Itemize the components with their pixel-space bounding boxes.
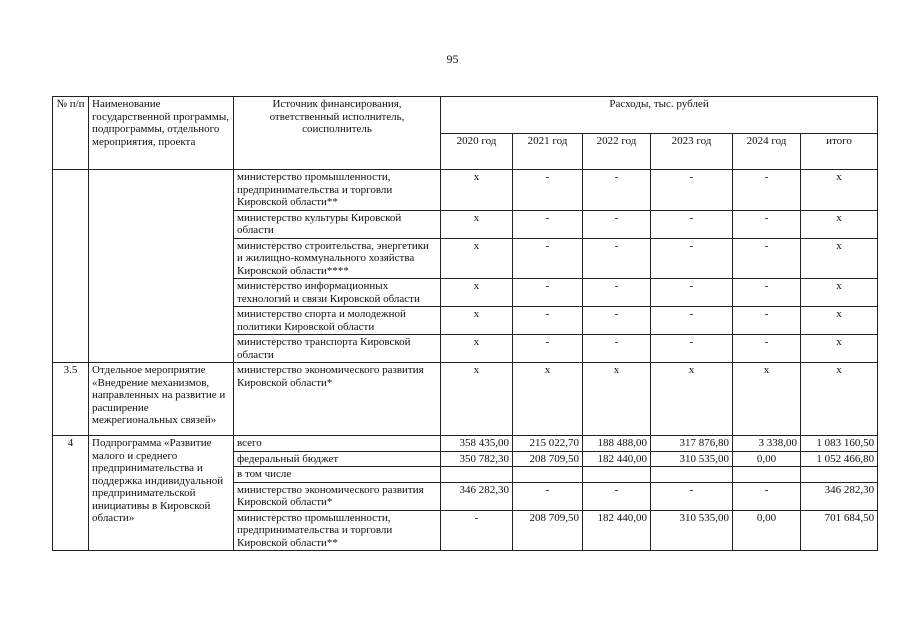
- value-cell: х: [801, 238, 878, 279]
- header-year: 2022 год: [583, 133, 651, 170]
- row-no: 4: [53, 436, 89, 551]
- value-cell: х: [441, 363, 513, 436]
- value-cell: х: [801, 279, 878, 307]
- header-expenses: Расходы, тыс. рублей: [441, 97, 878, 134]
- value-cell: 317 876,80: [651, 436, 733, 452]
- row-source: министерство экономического развития Кировской области*: [234, 363, 441, 436]
- value-cell: -: [513, 210, 583, 238]
- row-source: министерство строительства, энергетики и жилищно-коммунального хозяйства Кировской области****: [234, 238, 441, 279]
- table-row: [53, 363, 878, 436]
- value-cell: 701 684,50: [801, 510, 878, 551]
- value-cell: -: [583, 279, 651, 307]
- header-name: Наименование государственной программы, подпрограммы, отдельного мероприятия, проекта: [89, 97, 234, 170]
- value-cell: -: [651, 482, 733, 510]
- value-cell: 0,00: [733, 451, 801, 467]
- value-cell: х: [733, 363, 801, 436]
- value-cell: -: [583, 307, 651, 335]
- value-cell: 310 535,00: [651, 510, 733, 551]
- value-cell: 350 782,30: [441, 451, 513, 467]
- header-total: итого: [801, 133, 878, 170]
- value-cell: 310 535,00: [651, 451, 733, 467]
- value-cell: х: [441, 210, 513, 238]
- value-cell: 208 709,50: [513, 451, 583, 467]
- row-name: Подпрограмма «Развитие малого и среднего предпринимательства и поддержка индивидуальной предпринимательской инициативы в Кировской области»: [89, 436, 234, 551]
- row-no: [53, 170, 89, 363]
- value-cell: -: [513, 279, 583, 307]
- value-cell: [583, 467, 651, 483]
- value-cell: [441, 467, 513, 483]
- value-cell: [801, 467, 878, 483]
- value-cell: -: [651, 335, 733, 363]
- header-source: Источник финансирования, ответственный исполнитель, соисполнитель: [234, 97, 441, 170]
- value-cell: х: [441, 170, 513, 211]
- value-cell: -: [733, 307, 801, 335]
- page-number: 95: [446, 52, 459, 66]
- header-year: 2021 год: [513, 133, 583, 170]
- row-source: министерство культуры Кировской области: [234, 210, 441, 238]
- value-cell: -: [583, 238, 651, 279]
- value-cell: -: [513, 335, 583, 363]
- row-name: [89, 170, 234, 363]
- value-cell: 1 052 466,80: [801, 451, 878, 467]
- value-cell: х: [801, 210, 878, 238]
- value-cell: 346 282,30: [441, 482, 513, 510]
- value-cell: -: [583, 335, 651, 363]
- value-cell: [651, 467, 733, 483]
- row-no: 3.5: [53, 363, 89, 436]
- value-cell: 182 440,00: [583, 510, 651, 551]
- value-cell: -: [651, 210, 733, 238]
- value-cell: -: [513, 482, 583, 510]
- value-cell: 358 435,00: [441, 436, 513, 452]
- value-cell: х: [441, 307, 513, 335]
- header-year: 2023 год: [651, 133, 733, 170]
- value-cell: -: [651, 170, 733, 211]
- value-cell: х: [513, 363, 583, 436]
- value-cell: х: [441, 279, 513, 307]
- value-cell: -: [513, 170, 583, 211]
- value-cell: 182 440,00: [583, 451, 651, 467]
- row-source: в том числе: [234, 467, 441, 483]
- row-source: министерство промышленности, предпринимательства и торговли Кировской области**: [234, 510, 441, 551]
- header-no: № п/п: [53, 97, 89, 170]
- table-row: [53, 170, 878, 211]
- value-cell: -: [733, 279, 801, 307]
- value-cell: -: [651, 238, 733, 279]
- value-cell: х: [801, 363, 878, 436]
- value-cell: х: [801, 170, 878, 211]
- value-cell: -: [733, 170, 801, 211]
- value-cell: -: [441, 510, 513, 551]
- value-cell: 188 488,00: [583, 436, 651, 452]
- value-cell: 3 338,00: [733, 436, 801, 452]
- row-source: всего: [234, 436, 441, 452]
- value-cell: 215 022,70: [513, 436, 583, 452]
- row-source: министерство промышленности, предпринимательства и торговли Кировской области**: [234, 170, 441, 211]
- value-cell: 346 282,30: [801, 482, 878, 510]
- header-year: 2024 год: [733, 133, 801, 170]
- row-source: министерство экономического развития Кировской области*: [234, 482, 441, 510]
- value-cell: -: [583, 482, 651, 510]
- value-cell: -: [583, 210, 651, 238]
- budget-table: [52, 96, 878, 551]
- value-cell: -: [651, 307, 733, 335]
- value-cell: 208 709,50: [513, 510, 583, 551]
- value-cell: -: [733, 210, 801, 238]
- table-row: [53, 436, 878, 452]
- value-cell: х: [583, 363, 651, 436]
- row-source: федеральный бюджет: [234, 451, 441, 467]
- value-cell: х: [801, 307, 878, 335]
- row-source: министерство транспорта Кировской области: [234, 335, 441, 363]
- value-cell: -: [651, 279, 733, 307]
- value-cell: х: [441, 335, 513, 363]
- value-cell: 1 083 160,50: [801, 436, 878, 452]
- row-source: министерство информационных технологий и связи Кировской области: [234, 279, 441, 307]
- value-cell: [733, 467, 801, 483]
- row-source: министерство спорта и молодежной политики Кировской области: [234, 307, 441, 335]
- value-cell: х: [801, 335, 878, 363]
- value-cell: [513, 467, 583, 483]
- value-cell: -: [733, 335, 801, 363]
- value-cell: -: [733, 482, 801, 510]
- value-cell: -: [583, 170, 651, 211]
- header-year: 2020 год: [441, 133, 513, 170]
- value-cell: х: [651, 363, 733, 436]
- value-cell: -: [513, 307, 583, 335]
- value-cell: -: [513, 238, 583, 279]
- row-name: Отдельное мероприятие «Внедрение механизмов, направленных на развитие и расширение межрегиональных связей»: [89, 363, 234, 436]
- value-cell: 0,00: [733, 510, 801, 551]
- value-cell: х: [441, 238, 513, 279]
- value-cell: -: [733, 238, 801, 279]
